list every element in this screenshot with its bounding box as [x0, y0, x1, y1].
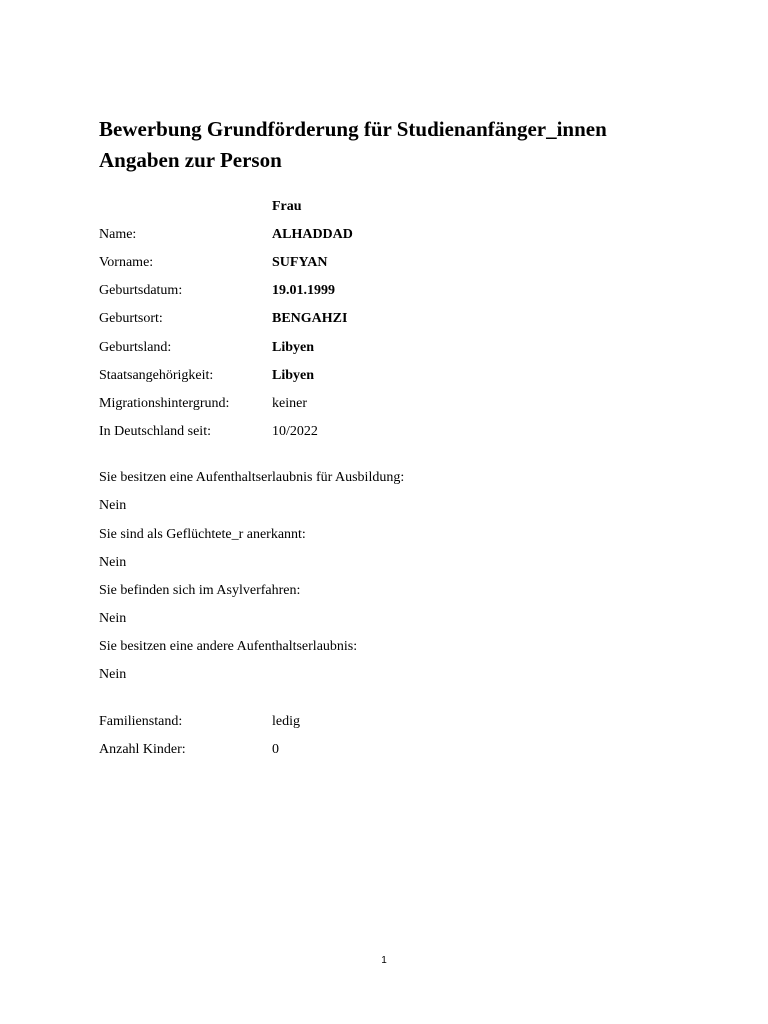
field-label: Familienstand:	[99, 714, 183, 729]
page-number: 1	[381, 955, 387, 966]
document-title: Bewerbung Grundförderung für Studienanfänger_innen	[99, 117, 607, 141]
residence-answer: Nein	[99, 498, 127, 513]
field-value: 0	[272, 742, 279, 757]
field-value: keiner	[272, 396, 307, 411]
residence-question: Sie sind als Geflüchtete_r anerkannt:	[99, 527, 306, 542]
field-value: SUFYAN	[272, 255, 328, 270]
field-label: Geburtsdatum:	[99, 283, 183, 298]
field-value: BENGAHZI	[272, 311, 348, 326]
salutation-value: Frau	[272, 199, 302, 214]
field-label: Staatsangehörigkeit:	[99, 368, 214, 383]
field-value: Libyen	[272, 368, 315, 383]
residence-answer: Nein	[99, 667, 127, 682]
field-label: Name:	[99, 227, 137, 242]
field-value: 10/2022	[272, 424, 318, 439]
residence-answer: Nein	[99, 555, 127, 570]
field-label: Geburtsland:	[99, 340, 172, 355]
field-value: Libyen	[272, 340, 315, 355]
field-value: ledig	[272, 714, 300, 729]
field-label: Anzahl Kinder:	[99, 742, 186, 757]
residence-answer: Nein	[99, 611, 127, 626]
field-label: Migrationshintergrund:	[99, 396, 230, 411]
field-value: ALHADDAD	[272, 227, 353, 242]
field-label: Vorname:	[99, 255, 154, 270]
section-heading-personal-data: Angaben zur Person	[99, 148, 282, 172]
residence-question: Sie befinden sich im Asylverfahren:	[99, 583, 301, 598]
field-label: In Deutschland seit:	[99, 424, 211, 439]
residence-question: Sie besitzen eine Aufenthaltserlaubnis für Ausbildung:	[99, 470, 405, 485]
residence-question: Sie besitzen eine andere Aufenthaltserlaubnis:	[99, 639, 358, 654]
field-value: 19.01.1999	[272, 283, 335, 298]
field-label: Geburtsort:	[99, 311, 163, 326]
